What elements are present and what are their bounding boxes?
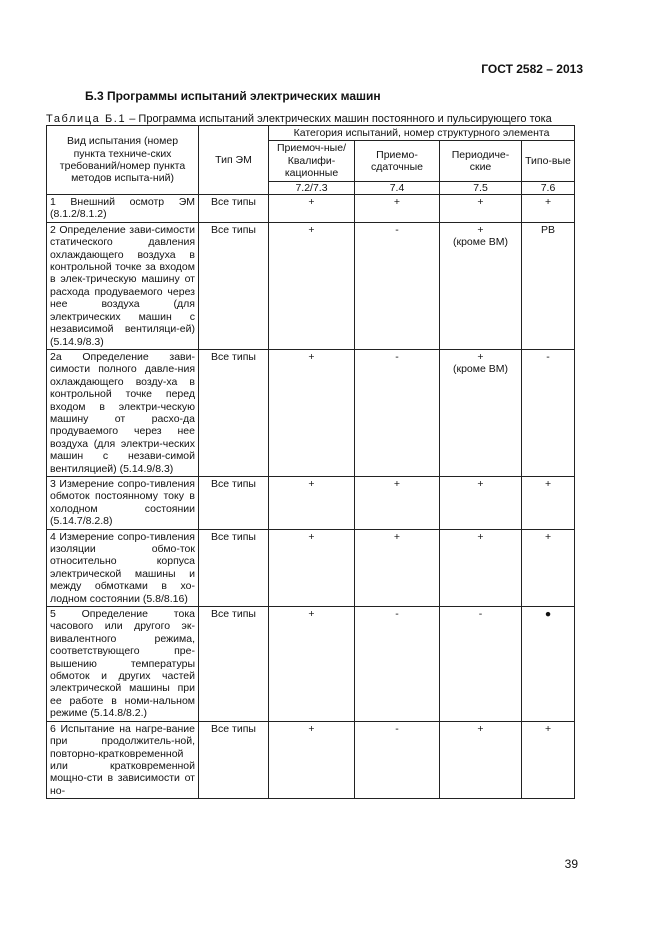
delivery-cell: - xyxy=(355,349,440,476)
test-name-cell: 1 Внешний осмотр ЭМ (8.1.2/8.1.2) xyxy=(47,195,199,223)
header-delivery-num: 7.4 xyxy=(355,181,440,194)
header-periodic-num: 7.5 xyxy=(440,181,522,194)
machine-type-cell: Все типы xyxy=(199,529,269,606)
type-test-cell: ● xyxy=(522,607,575,722)
table-body xyxy=(47,195,575,799)
machine-type-cell: Все типы xyxy=(199,222,269,349)
test-name-cell: 4 Измерение сопро-тивления изоляции обмо-ток относительно корпуса электрической машины и между обмотками в хо-лодном состоянии (5.8/8.16) xyxy=(47,529,199,606)
delivery-cell: - xyxy=(355,607,440,722)
document-code: ГОСТ 2582 – 2013 xyxy=(481,62,583,76)
test-name-cell: 2а Определение зави-симости полного давле-ния охлаждающего возду-ха в контрольной точке перед входом в электри-ческую машину от расхо-да продуваемого через нее воздуха (для электри-ческих машин с незави-симой вентиляцией) (5.14.9/8.3) xyxy=(47,349,199,476)
periodic-cell: + xyxy=(440,195,522,223)
header-type-tests-num: 7.6 xyxy=(522,181,575,194)
periodic-cell: + (кроме ВМ) xyxy=(440,222,522,349)
header-acceptance: Приемоч-ные/Квалифи-кационные xyxy=(269,141,355,181)
header-machine-type: Тип ЭМ xyxy=(199,126,269,195)
page-number: 39 xyxy=(564,857,578,871)
machine-type-cell: Все типы xyxy=(199,476,269,529)
periodic-cell: + xyxy=(440,529,522,606)
type-test-cell: РВ xyxy=(522,222,575,349)
header-type-tests: Типо-вые xyxy=(522,141,575,181)
test-program-table xyxy=(46,125,575,799)
type-test-cell: + xyxy=(522,476,575,529)
header-delivery: Приемо-сдаточные xyxy=(355,141,440,181)
machine-type-cell: Все типы xyxy=(199,721,269,798)
acceptance-cell: + xyxy=(269,607,355,722)
acceptance-cell: + xyxy=(269,721,355,798)
type-test-cell: + xyxy=(522,529,575,606)
header-test-category: Категория испытаний, номер структурного элемента xyxy=(269,126,575,141)
delivery-cell: + xyxy=(355,529,440,606)
section-heading: Б.3 Программы испытаний электрических машин xyxy=(85,89,381,103)
acceptance-cell: + xyxy=(269,195,355,223)
test-name-cell: 6 Испытание на нагре-вание при продолжитель-ной, повторно-кратковременной или кратковременной мощно-сти в зависимости от но- xyxy=(47,721,199,798)
periodic-cell: + xyxy=(440,721,522,798)
table-caption-label: Таблица Б.1 xyxy=(46,113,127,125)
table-row xyxy=(47,607,575,722)
table-row xyxy=(47,195,575,223)
machine-type-cell: Все типы xyxy=(199,195,269,223)
delivery-cell: + xyxy=(355,195,440,223)
type-test-cell: + xyxy=(522,195,575,223)
table-row xyxy=(47,349,575,476)
acceptance-cell: + xyxy=(269,222,355,349)
type-test-cell: + xyxy=(522,721,575,798)
acceptance-cell: + xyxy=(269,476,355,529)
header-acceptance-num: 7.2/7.3 xyxy=(269,181,355,194)
type-test-cell: - xyxy=(522,349,575,476)
table-row xyxy=(47,476,575,529)
delivery-cell: + xyxy=(355,476,440,529)
table-row xyxy=(47,222,575,349)
periodic-cell: + xyxy=(440,476,522,529)
delivery-cell: - xyxy=(355,721,440,798)
machine-type-cell: Все типы xyxy=(199,607,269,722)
delivery-cell: - xyxy=(355,222,440,349)
periodic-cell: + (кроме ВМ) xyxy=(440,349,522,476)
table-caption xyxy=(46,113,552,125)
header-test-type: Вид испытания (номер пункта техниче-ских требований/номер пункта методов испыта-ний) xyxy=(47,126,199,195)
machine-type-cell: Все типы xyxy=(199,349,269,476)
test-name-cell: 3 Измерение сопро-тивления обмоток постоянному току в холодном состоянии (5.14.7/8.2.8) xyxy=(47,476,199,529)
test-name-cell: 5 Определение тока часового или другого эк-вивалентного режима, соответствующего пре-вышению температуры обмоток и других частей электрической машины при ее работе в номи-нальном режиме (5.14.8/8.2.) xyxy=(47,607,199,722)
acceptance-cell: + xyxy=(269,529,355,606)
test-name-cell: 2 Определение зави-симости статического давления охлаждающего воздуха в контрольной точке за входом в элек-трическую машину от расхода продуваемого через нее воздуха (для электрических машин с независимой вентиляци-ей) (5.14.9/8.3) xyxy=(47,222,199,349)
header-periodic: Периодиче-ские xyxy=(440,141,522,181)
table-row xyxy=(47,529,575,606)
acceptance-cell: + xyxy=(269,349,355,476)
table-caption-text: – Программа испытаний электрических машин постоянного и пульсирующего тока xyxy=(126,113,552,125)
periodic-cell: - xyxy=(440,607,522,722)
table-row xyxy=(47,721,575,798)
